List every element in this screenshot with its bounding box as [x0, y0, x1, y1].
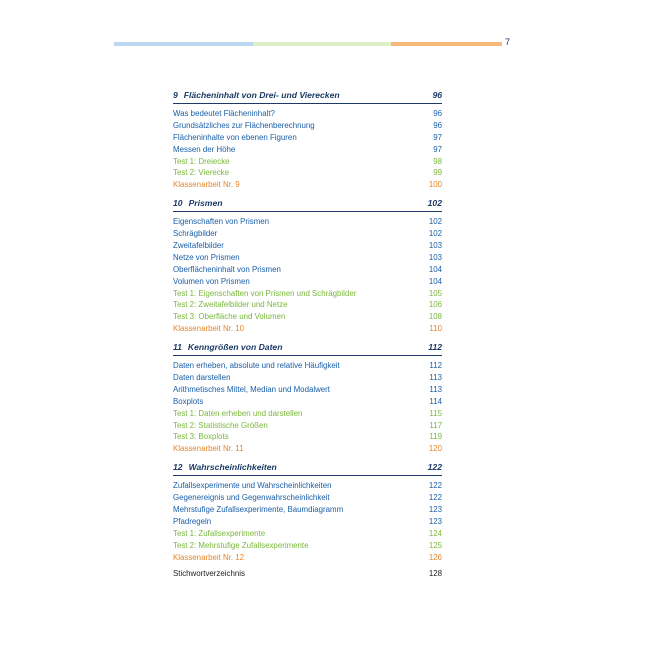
toc-entry[interactable] [173, 431, 442, 443]
toc-entry[interactable] [173, 299, 442, 311]
toc-entry-page: 122 [428, 481, 442, 491]
toc-entry-text: Test 2: Zweitafelbilder und Netze [173, 300, 288, 310]
toc-entry-text: Eigenschaften von Prismen [173, 217, 270, 227]
toc-entry-text: Klassenarbeit Nr. 12 [173, 552, 245, 562]
toc-entry[interactable] [173, 516, 442, 528]
toc-entry-text: Klassenarbeit Nr. 10 [173, 324, 245, 334]
toc-entry-page: 102 [428, 229, 442, 239]
toc-entry-page: 99 [433, 168, 442, 178]
toc-entry-text: Flächeninhalte von ebenen Figuren [173, 132, 297, 142]
toc-entry-text: Test 2: Vierecke [173, 168, 229, 178]
toc-entry-text: Test 1: Dreiecke [173, 156, 230, 166]
toc-entry-page: 114 [429, 396, 442, 406]
chapter-title [173, 90, 340, 100]
toc-entry[interactable] [173, 108, 442, 120]
index-entry[interactable] [173, 569, 442, 578]
toc-entry-text: Test 3: Oberfläche und Volumen [173, 312, 286, 322]
chapter-title-text: Flächeninhalt von Drei- und Vierecken [183, 90, 340, 100]
toc-entry-text: Grundsätzliches zur Flächenberechnung [173, 120, 315, 130]
top-bar-orange-segment [391, 42, 502, 46]
toc-entry[interactable] [173, 443, 442, 455]
top-bar-green-segment [253, 42, 391, 46]
toc-entry[interactable] [173, 144, 442, 156]
toc-entry-text: Arithmetisches Mittel, Median und Modalwert [173, 384, 330, 394]
chapter-section [173, 462, 442, 563]
toc-entry[interactable] [173, 528, 442, 540]
toc-entry-page: 123 [428, 505, 442, 515]
toc-entry-page: 105 [428, 288, 442, 298]
chapter-title-text: Kenngrößen von Daten [187, 342, 283, 353]
chapter-heading[interactable] [173, 462, 442, 476]
toc-entry-page: 106 [428, 300, 442, 310]
toc-entry[interactable] [173, 132, 442, 144]
toc-entry-page: 96 [433, 120, 442, 130]
chapter-page: 112 [428, 342, 442, 353]
toc-entry[interactable] [173, 252, 442, 264]
toc-entry-text: Schrägbilder [173, 229, 218, 239]
toc-entry[interactable] [173, 240, 442, 252]
chapter-section [173, 198, 442, 335]
toc-entry[interactable] [173, 552, 442, 564]
toc-entry-text: Oberflächeninhalt von Prismen [173, 264, 281, 274]
toc-entry[interactable] [173, 311, 442, 323]
toc-entry-page: 120 [428, 444, 442, 454]
toc-entry-text: Mehrstufige Zufallsexperimente, Baumdiagramm [173, 505, 344, 515]
chapter-number: 10 [173, 198, 183, 209]
top-color-bar [114, 42, 502, 46]
toc-entry-text: Test 2: Statistische Größen [173, 420, 268, 430]
toc-entry-page: 98 [433, 156, 442, 166]
toc-entry[interactable] [173, 372, 442, 384]
toc-entry[interactable] [173, 323, 442, 335]
toc-entry[interactable] [173, 408, 442, 420]
index-entry-page: 128 [428, 569, 442, 578]
chapter-title [173, 198, 222, 208]
chapter-number: 12 [173, 462, 183, 473]
chapter-page: 96 [432, 90, 442, 100]
toc-entry-text: Test 1: Eigenschaften von Prismen und Schrägbilder [173, 288, 357, 298]
toc-entry-page: 97 [433, 132, 442, 142]
toc-entry[interactable] [173, 360, 442, 372]
chapter-heading[interactable] [173, 342, 442, 356]
toc-entry-page: 126 [428, 552, 442, 562]
toc-entry[interactable] [173, 384, 442, 396]
toc-entry[interactable] [173, 228, 442, 240]
chapter-title-text: Prismen [188, 198, 223, 209]
toc-entry[interactable] [173, 216, 442, 228]
toc-entry[interactable] [173, 276, 442, 288]
toc-entry[interactable] [173, 179, 442, 191]
toc-entry-page: 103 [428, 241, 442, 251]
toc-entry[interactable] [173, 120, 442, 132]
toc-entry-page: 97 [433, 144, 442, 154]
toc-entry-text: Zweitafelbilder [173, 241, 224, 251]
chapter-heading[interactable] [173, 198, 442, 212]
toc-entry[interactable] [173, 167, 442, 179]
chapter-title [173, 342, 282, 352]
toc-entry-page: 110 [429, 324, 442, 334]
toc-entry[interactable] [173, 504, 442, 516]
toc-entry[interactable] [173, 420, 442, 432]
toc-entry-text: Daten darstellen [173, 373, 231, 383]
toc-entry-text: Test 3: Boxplots [173, 432, 229, 442]
chapter-page: 102 [427, 198, 442, 209]
toc-entry-text: Test 2: Mehrstufige Zufallsexperimente [173, 540, 309, 550]
chapter-page: 122 [427, 462, 442, 473]
chapter-section [173, 90, 442, 191]
toc-entry-page: 125 [428, 540, 442, 550]
toc-entry[interactable] [173, 492, 442, 504]
toc-entry[interactable] [173, 264, 442, 276]
toc-entry-page: 117 [429, 420, 442, 430]
toc-entry-page: 96 [433, 109, 442, 118]
chapter-number: 11 [173, 342, 182, 353]
toc-entry-text: Netze von Prismen [173, 252, 240, 262]
toc-entry-text: Boxplots [173, 396, 204, 406]
toc-entry-text: Volumen von Prismen [173, 276, 250, 286]
index-entry-text: Stichwortverzeichnis [173, 569, 245, 578]
toc-entry-page: 115 [429, 408, 442, 418]
chapter-heading[interactable] [173, 90, 442, 104]
chapter-title [173, 462, 277, 472]
toc-entry-page: 102 [428, 217, 442, 227]
chapter-section [173, 342, 442, 455]
toc-entry-page: 100 [428, 180, 442, 190]
toc-entry-text: Klassenarbeit Nr. 9 [173, 180, 240, 190]
toc-entry[interactable] [173, 540, 442, 552]
toc-entry-text: Test 1: Daten erheben und darstellen [173, 408, 303, 418]
toc-entry-text: Zufallsexperimente und Wahrscheinlichkeiten [173, 481, 332, 491]
toc-entry-page: 108 [428, 312, 442, 322]
toc-entry[interactable] [173, 288, 442, 300]
toc-entry-text: Klassenarbeit Nr. 11 [173, 444, 244, 454]
toc-entry-page: 103 [428, 252, 442, 262]
toc-entry-text: Was bedeutet Flächeninhalt? [173, 109, 275, 118]
toc-entry-page: 112 [429, 361, 442, 371]
toc-entry-text: Messen der Höhe [173, 144, 236, 154]
toc-entry-text: Pfadregeln [173, 516, 212, 526]
top-bar-blue-segment [114, 42, 253, 46]
chapter-number: 9 [173, 90, 178, 100]
toc-entry-page: 123 [428, 516, 442, 526]
toc-entry-page: 122 [428, 493, 442, 503]
toc-entry-text: Test 1: Zufallsexperimente [173, 528, 266, 538]
toc-entry-page: 113 [429, 373, 442, 383]
toc-entry-page: 104 [428, 264, 442, 274]
toc-entry-text: Gegenereignis und Gegenwahrscheinlichkeit [173, 493, 330, 503]
toc-entry[interactable] [173, 396, 442, 408]
toc-entry[interactable] [173, 156, 442, 168]
page-number: 7 [505, 37, 511, 47]
toc-entry-page: 119 [429, 432, 442, 442]
toc-entry[interactable] [173, 480, 442, 492]
toc-entry-page: 113 [429, 384, 442, 394]
toc-entry-page: 124 [428, 528, 442, 538]
toc-entry-page: 104 [428, 276, 442, 286]
table-of-contents [173, 90, 442, 571]
toc-entry-text: Daten erheben, absolute und relative Häufigkeit [173, 361, 340, 371]
chapter-title-text: Wahrscheinlichkeiten [188, 462, 277, 473]
